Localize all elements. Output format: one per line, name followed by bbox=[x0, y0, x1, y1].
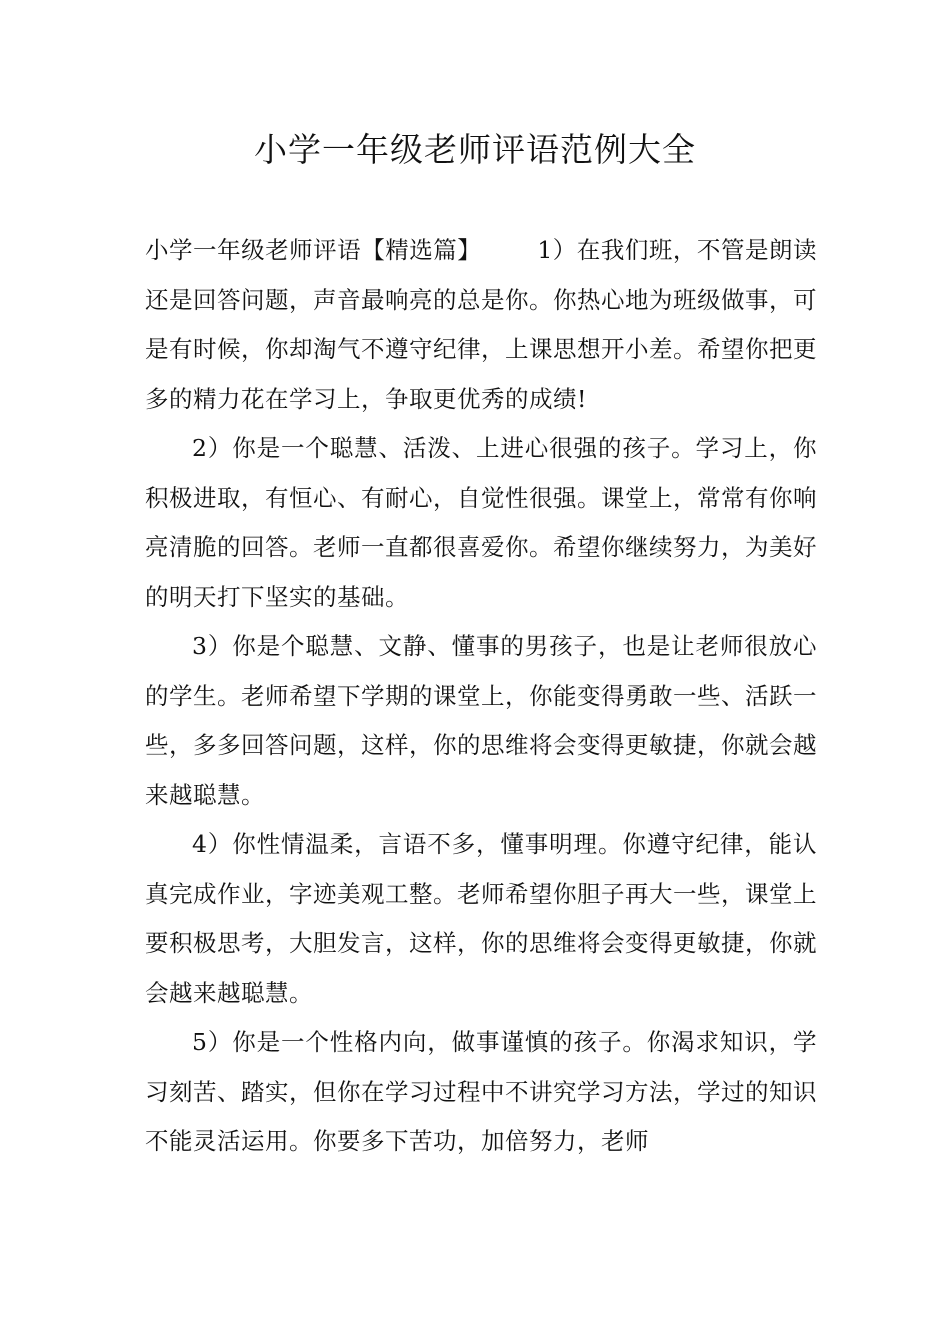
paragraph-5: 5）你是一个性格内向，做事谨慎的孩子。你渴求知识，学习刻苦、踏实，但你在学习过程中不讲究学习方法，学过的知识不能灵活运用。你要多下苦功，加倍努力，老师 bbox=[145, 1028, 817, 1155]
paragraph-1 bbox=[145, 226, 817, 424]
paragraph-4: 4）你性情温柔，言语不多，懂事明理。你遵守纪律，能认真完成作业，字迹美观工整。老师希望你胆子再大一些，课堂上要积极思考，大胆发言，这样，你的思维将会变得更敏捷，你就会越来越聪慧。 bbox=[145, 830, 817, 1007]
document-title: 小学一年级老师评语范例大全 bbox=[254, 130, 696, 169]
intro-label: 小学一年级老师评语【精选篇】 bbox=[145, 236, 482, 264]
paragraph-1-text: 1）在我们班，不管是朗读还是回答问题，声音最响亮的总是你。你热心地为班级做事，可是有时候，你却淘气不遵守纪律，上课思想开小差。希望你把更多的精力花在学习上，争取更优秀的成绩! bbox=[145, 236, 818, 413]
document-body bbox=[145, 226, 817, 1167]
paragraph-2: 2）你是一个聪慧、活泼、上进心很强的孩子。学习上，你积极进取，有恒心、有耐心，自觉性很强。课堂上，常常有你响亮清脆的回答。老师一直都很喜爱你。希望你继续努力，为美好的明天打下坚实的基础。 bbox=[145, 434, 817, 611]
paragraph-3: 3）你是个聪慧、文静、懂事的男孩子，也是让老师很放心的学生。老师希望下学期的课堂上，你能变得勇敢一些、活跃一些，多多回答问题，这样，你的思维将会变得更敏捷，你就会越来越聪慧。 bbox=[145, 632, 817, 809]
